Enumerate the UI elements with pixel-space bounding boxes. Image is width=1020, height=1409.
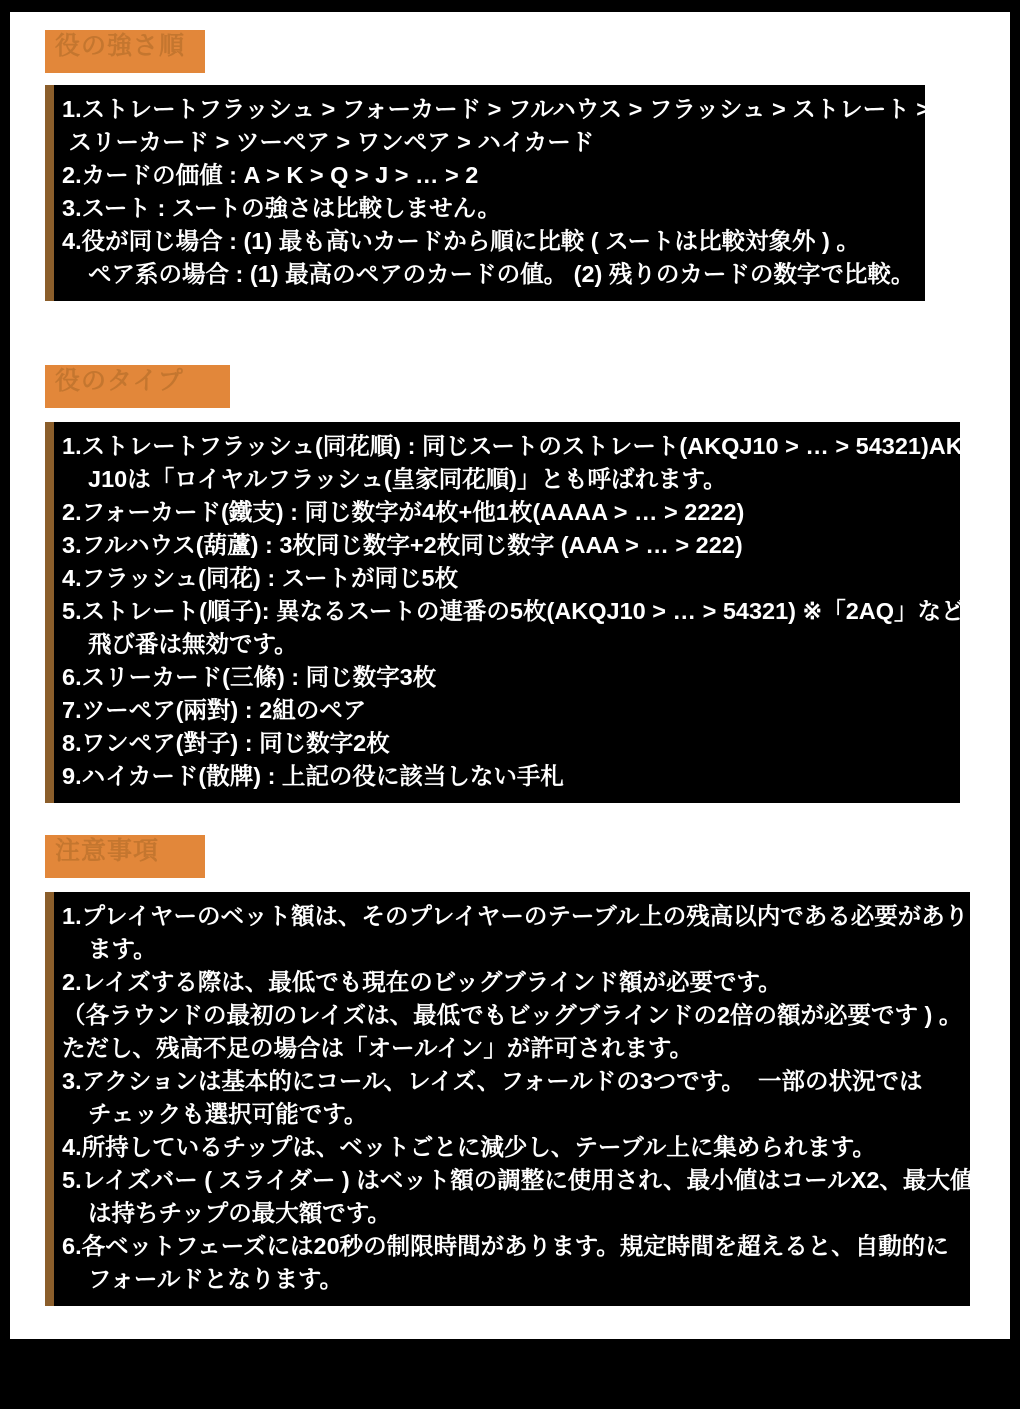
section-body-notes [45,892,974,1306]
rule-line: 3.スート : スートの強さは比較しません。 [62,195,502,221]
rule-line: フォールドとなります。 [88,1266,343,1292]
rule-line: 1.ストレートフラッシュ > フォーカード > フルハウス > フラッシュ > ストレート > [62,96,930,122]
rule-line: 2.カードの価値 : A > K > Q > J > … > 2 [62,162,479,188]
section-heading-ranking: 役の強さ順 [45,30,205,73]
rule-line: 7.ツーペア(兩對) : 2組のペア [62,697,367,723]
rule-line: は持ちチップの最大額です。 [88,1200,391,1226]
rule-line: 6.各ベットフェーズには20秒の制限時間があります。規定時間を超えると、自動的に [62,1233,949,1259]
rule-line: 2.フォーカード(鐵支) : 同じ数字が4枚+他1枚(AAAA > … > 2222) [62,499,745,525]
rule-line: 8.ワンペア(對子) : 同じ数字2枚 [62,730,390,756]
rule-line: 5.ストレート(順子): 異なるスートの連番の5枚(AKQJ10 > … > 54321) ※「2AQ」など [62,598,965,624]
rule-line: ただし、残高不足の場合は「オールイン」が許可されます。 [62,1035,693,1061]
rule-line: ペア系の場合 : (1) 最高のペアのカードの値。 (2) 残りのカードの数字で比較。 [88,261,915,287]
rule-line: スリーカード > ツーペア > ワンペア > ハイカード [62,129,595,155]
rule-line: （各ラウンドの最初のレイズは、最低でもビッグブラインドの2倍の額が必要です ) 。 [62,1002,963,1028]
section-body-hand-types [45,422,982,803]
section-heading-hand-types: 役のタイプ [45,365,230,408]
rule-line: 3.フルハウス(葫蘆) : 3枚同じ数字+2枚同じ数字 (AAA > … > 222) [62,532,743,558]
section-heading-notes: 注意事項 [45,835,205,878]
rule-line: J10は「ロイヤルフラッシュ(皇家同花順)」とも呼ばれます。 [88,466,727,492]
rule-line: 5.レイズバー ( スライダー ) はベット額の調整に使用され、最小値はコールX2、最大値 [62,1167,974,1193]
section-body-ranking [45,85,930,301]
rule-line: 4.所持しているチップは、ベットごとに減少し、テーブル上に集められます。 [62,1134,876,1160]
rule-line: 4.フラッシュ(同花) : スートが同じ5枚 [62,565,459,591]
rule-line: 6.スリーカード(三條) : 同じ数字3枚 [62,664,437,690]
rule-line: 4.役が同じ場合 : (1) 最も高いカードから順に比較 ( スートは比較対象外 ) 。 [62,228,860,254]
rule-line: 2.レイズする際は、最低でも現在のビッグブラインド額が必要です。 [62,969,782,995]
rule-line: 飛び番は無効です。 [88,631,298,657]
rule-line: 1.プレイヤーのベット額は、そのプレイヤーのテーブル上の残高以内である必要があり [62,903,969,929]
rule-line: 1.ストレートフラッシュ(同花順) : 同じスートのストレート(AKQJ10 > … > 54321)AKQ [62,433,982,459]
rule-line: 3.アクションは基本的にコール、レイズ、フォールドの3つです。 一部の状況では [62,1068,923,1094]
rule-line: 9.ハイカード(散牌) : 上記の役に該当しない手札 [62,763,564,789]
rule-line: チェックも選択可能です。 [88,1101,368,1127]
rule-line: ます。 [88,936,157,962]
